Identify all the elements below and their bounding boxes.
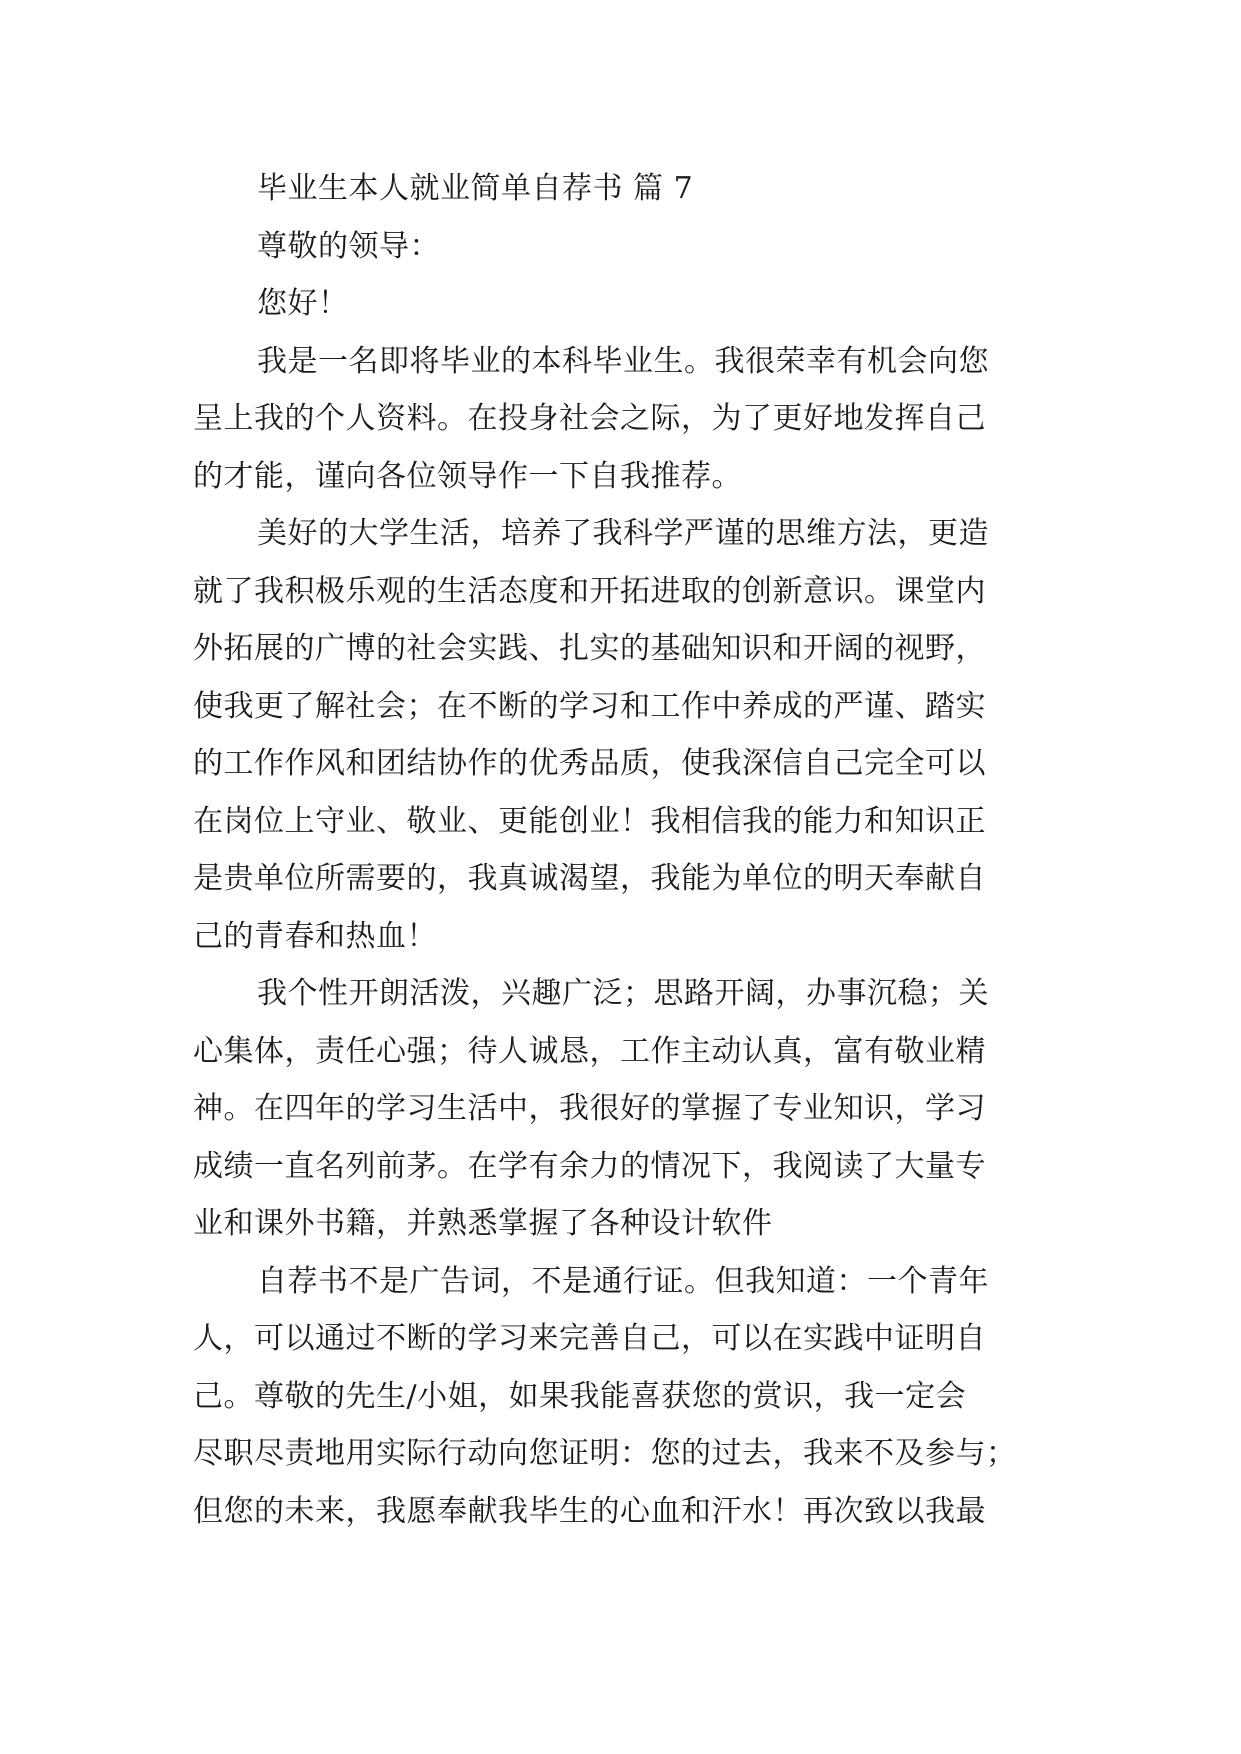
salutation: 尊敬的领导： <box>257 228 440 264</box>
greeting: 您好！ <box>257 286 349 321</box>
paragraph-4 <box>193 1253 1063 1541</box>
paragraph-line: 使我更了解社会；在不断的学习和工作中养成的严谨、踏实 <box>193 688 986 724</box>
paragraph-line: 业和课外书籍，并熟悉掌握了各种设计软件 <box>193 1206 773 1241</box>
document-body <box>193 160 1063 1540</box>
paragraph-line: 的工作作风和团结协作的优秀品质，使我深信自己完全可以 <box>193 746 986 781</box>
paragraph-line: 自荐书不是广告词，不是通行证。但我知道：一个青年 <box>257 1263 989 1299</box>
paragraph-line: 神。在四年的学习生活中，我很好的掌握了专业知识，学习 <box>193 1091 986 1126</box>
paragraph-line: 但您的未来，我愿奉献我毕生的心血和汗水！再次致以我最 <box>193 1493 986 1529</box>
paragraph-2 <box>193 505 1063 965</box>
paragraph-3 <box>193 965 1063 1253</box>
paragraph-line: 在岗位上守业、敬业、更能创业！我相信我的能力和知识正 <box>193 803 986 839</box>
paragraph-line: 外拓展的广博的社会实践、扎实的基础知识和开阔的视野， <box>193 631 986 666</box>
paragraph-line: 己。尊敬的先生/小姐，如果我能喜获您的赏识，我一定会 <box>193 1378 967 1414</box>
paragraph-line: 己的青春和热血！ <box>193 918 437 954</box>
paragraph-line: 尽职尽责地用实际行动向您证明：您的过去，我来不及参与； <box>193 1436 1017 1471</box>
paragraph-line: 心集体，责任心强；待人诚恳，工作主动认真，富有敬业精 <box>193 1033 986 1069</box>
paragraph-line: 我是一名即将毕业的本科毕业生。我很荣幸有机会向您 <box>257 343 989 379</box>
paragraph-line: 呈上我的个人资料。在投身社会之际，为了更好地发挥自己 <box>193 401 986 436</box>
paragraph-line: 人，可以通过不断的学习来完善自己，可以在实践中证明自 <box>193 1321 986 1356</box>
paragraph-line: 美好的大学生活，培养了我科学严谨的思维方法，更造 <box>257 516 989 551</box>
paragraph-1 <box>193 333 1063 506</box>
paragraph-line: 我个性开朗活泼，兴趣广泛；思路开阔，办事沉稳；关 <box>257 976 989 1011</box>
paragraph-line: 是贵单位所需要的，我真诚渴望，我能为单位的明天奉献自 <box>193 861 986 896</box>
document-title: 毕业生本人就业简单自荐书 篇 7 <box>257 171 694 206</box>
paragraph-line: 就了我积极乐观的生活态度和开拓进取的创新意识。课堂内 <box>193 573 986 609</box>
paragraph-line: 的才能，谨向各位领导作一下自我推荐。 <box>193 458 742 494</box>
paragraph-line: 成绩一直名列前茅。在学有余力的情况下，我阅读了大量专 <box>193 1148 986 1184</box>
